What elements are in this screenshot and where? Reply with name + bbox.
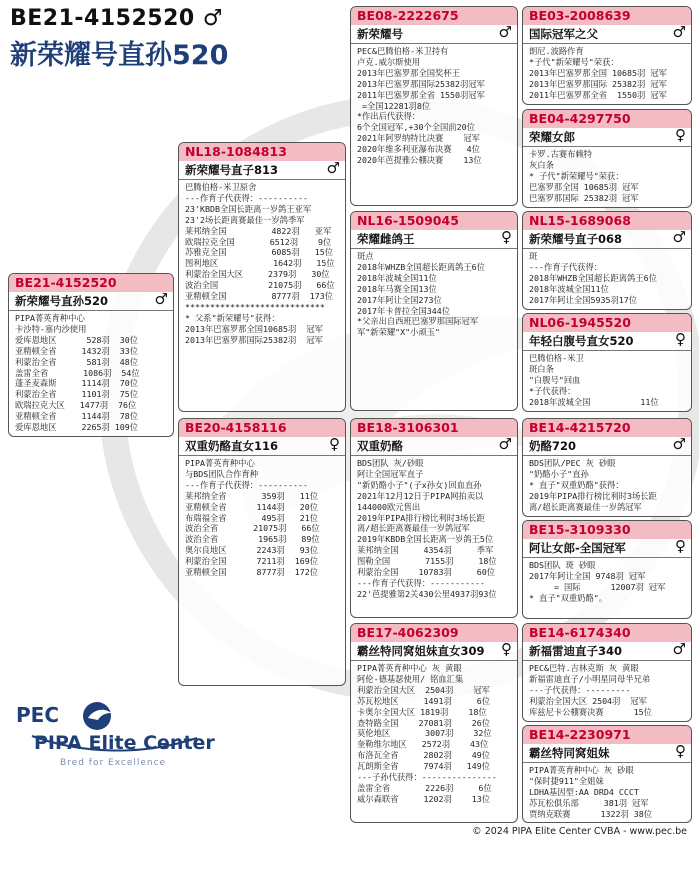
- card-body: PIPA菁英育种中心 卡沙特-塞内沙使用 爱库恩地区 528羽 30位 亚精顿全省 1432羽 33位 利蒙治全省 581羽 48位 盖雷全省 1086羽 54位 蓬圣麦森斯 1114羽 70位 利蒙治全省 1101羽 75位 欧瑞拉克大区 1477羽 76位 亚精顿全省 1144羽 78位 爱库恩地区 2265羽 109位: [15, 313, 140, 433]
- card-ring: NL16-1509045: [351, 212, 517, 230]
- card-ring: BE08-2222675: [351, 7, 517, 25]
- female-icon: ♀: [675, 330, 686, 348]
- card-title: 新荣耀号直子068: [523, 230, 691, 249]
- card-body: 巴腾伯格-米卫原舍 ---作育子代获得：---------- 23'KBDB全国长距离一岁鸽王亚军 23'2场长距离赛最佳一岁鸽季军 莱邦纳全国 4822羽 亚军 欧瑞拉克全国 6512羽 9位 苏雅克全国 6085羽 15位 图利地区 1642羽 15位 利蒙治全国大区 2379羽 30位 波治全国 21075羽 66位 亚精顿全国 8777羽 173位 **************************** * 父系"新荣耀号"获得： 2013年巴塞罗那全国10685羽 冠军 2013年巴塞罗那国际25382羽 冠军: [185, 182, 335, 345]
- female-icon: ♀: [501, 228, 512, 246]
- card-body: BDS团队/PEC 灰 砂眼 "奶酪小子"直孙 * 直子"双重奶酪"获得： 2019年PIPA排行榜比利时3场长距 离/超长距离赛最佳一岁鸽冠军: [529, 458, 657, 512]
- card-body: BDS团队 灰/砂眼 阿让全国冠军直子 "新奶酪小子"(子x孙女)回血直孙 2021年12月12日于PIPA网拍卖以 144000欧元售出 2019年PIPA排行榜比利时3场长距 离/超长距离赛最佳一岁鸽冠军 2019年KBDB全国长距离一岁鸽王5位 莱邦纳全国 4354羽 季军 图勒全国 7155羽 18位 利蒙治全国 10783羽 60位 ---作育子代获得：----------- 22'芭提雅第2关430公里4937羽93位: [357, 458, 497, 599]
- card-sdd: [522, 313, 692, 412]
- card-ring: NL18-1084813: [179, 143, 345, 161]
- female-icon: ♀: [675, 742, 686, 760]
- male-icon: ♂: [672, 435, 686, 453]
- card-ring: BE15-3109330: [523, 521, 691, 539]
- card-title: 霸丝特同窝姐妹直女309: [351, 642, 517, 661]
- male-icon: ♂: [498, 23, 512, 41]
- card-title: 年轻白腹号直女520: [523, 332, 691, 351]
- card-ring: BE21-4152520: [9, 274, 173, 292]
- pedigree-ring-number: BE21-4152520 ♂: [10, 6, 224, 31]
- card-body: PIPA菁英育种中心 灰 砂眼 "保时捷911"全姐妹 LDHA基因型:AA DRD4 CCCT 苏瓦松俱乐部 381羽 冠军 贾纳克联赛 1322羽 38位: [529, 765, 653, 819]
- card-ring: NL06-1945520: [523, 314, 691, 332]
- male-icon: ♂: [672, 640, 686, 658]
- card-body: PIPA菁英育种中心 灰 黄眼 阿伦-德基瑟使用/ 铭血汇集 利蒙治全国大区 2504羽 冠军 苏瓦松地区 1491羽 6位 卡奥尔全国大区 1819羽 18位 查特路全国 27081羽 26位 莫伦地区 3007羽 32位 奎勒维尔地区 2572羽 43位 布洛瓦全省 2802羽 49位 瓦朗斯全省 7974羽 149位 ---子孙代获得：--------------- 盖雷全省 2226羽 6位 威尔森联省 1202羽 13位: [357, 663, 497, 804]
- card-title: 双重奶酪: [351, 437, 517, 456]
- card-body: 斑点 2018年WHZB全国超长距离鸽王6位 2018年波城全国11位 2018年马赛全国13位 2017年阿让全国273位 2017年卡普拉全国344位 *父亲出自西班巴塞罗那国际冠军 军"新荣耀"X"小顽玉": [357, 251, 485, 338]
- card-title: 奶酪720: [523, 437, 691, 456]
- card-body: 卡罗.古赛布赖特 灰白条 * 子代"新荣耀号"荣获： 巴塞罗那全国 10685羽 冠军 巴塞罗那国际 25382羽 冠军: [529, 149, 639, 203]
- card-sire: [178, 142, 346, 412]
- card-title: 新荣耀号: [351, 25, 517, 44]
- card-body: 巴腾伯格-米卫 斑白条 "白腹号"回血 *子代获得： 2018年波城全国 11位: [529, 353, 659, 407]
- card-ring: BE18-3106301: [351, 419, 517, 437]
- card-title: 新荣耀号直子813: [179, 161, 345, 180]
- card-sire-sire: [350, 6, 518, 206]
- card-sds: [522, 211, 692, 310]
- male-icon: ♂: [498, 435, 512, 453]
- female-icon: ♀: [501, 640, 512, 658]
- pec-logo-text: PEC: [16, 703, 59, 727]
- card-title: 新福雷迪直子340: [523, 642, 691, 661]
- male-icon: ♂: [672, 228, 686, 246]
- card-title: 荣耀女郎: [523, 128, 691, 147]
- card-ring: BE20-4158116: [179, 419, 345, 437]
- card-dss: [522, 418, 692, 517]
- card-ring: BE03-2008639: [523, 7, 691, 25]
- female-icon: ♀: [675, 537, 686, 555]
- card-sire-dam: [350, 211, 518, 411]
- card-sss: [522, 6, 692, 105]
- male-icon: ♂: [672, 23, 686, 41]
- pedigree-name: 新荣耀号直孙520: [10, 40, 229, 71]
- card-title: 阿让女郎-全国冠军: [523, 539, 691, 558]
- card-ddd: [522, 725, 692, 823]
- card-title: 霸丝特同窝姐妹: [523, 744, 691, 763]
- card-dsd: [522, 520, 692, 619]
- male-icon: ♂: [326, 159, 340, 177]
- female-icon: ♀: [675, 126, 686, 144]
- card-body: PEC&巴特.吉林克斯 灰 黄眼 新福雷迪直子/小明星同母半兄弟 ---子代获得：--------- 利蒙治全国大区 2504羽 冠军 库兹尼卡公棚赛决赛 15位: [529, 663, 652, 717]
- card-dds: [522, 623, 692, 722]
- copyright: © 2024 PIPA Elite Center CVBA - www.pec.be: [472, 826, 687, 837]
- card-body: 朗尼.波路作育 *子代"新荣耀号"荣获： 2013年巴塞罗那全国 10685羽 冠军 2013年巴塞罗那国际 25382羽 冠军 2011年巴塞罗那全省 1550羽 冠军: [529, 46, 667, 100]
- female-icon: ♀: [329, 435, 340, 453]
- card-body: PEC&巴腾伯格-米卫持有 卢克.威尔斯使用 2013年巴塞罗那全国奖杯王 2013年巴塞罗那国际25382羽冠军 2011年巴塞罗那全省 1550羽冠军 =全国12281羽8位 *作出后代获得： 6个全国冠军,+30个全国前20位 2021年阿罗纳特比决赛 冠军 2020年维多利亚瀑布决赛 4位 2020年芭提雅公棚决赛 13位: [357, 46, 485, 166]
- card-ring: BE14-6174340: [523, 624, 691, 642]
- card-body: PIPA菁英育种中心 与BDS团队合作育种 ---作育子代获得：---------- 莱邦纳全省 359羽 11位 亚精顿全省 1144羽 20位 布瑞福全省 495羽 21位 波治全省 21075羽 66位 波治全省 1965羽 89位 奥尔良地区 2243羽 93位 利蒙治全国 7211羽 169位 亚精顿全国 8777羽 172位: [185, 458, 320, 578]
- card-ring: BE14-4215720: [523, 419, 691, 437]
- tagline: Bred for Excellence: [60, 758, 167, 768]
- card-ring: NL15-1689068: [523, 212, 691, 230]
- card-subject: [8, 273, 174, 437]
- card-ring: BE17-4062309: [351, 624, 517, 642]
- card-title: 荣耀雌鸽王: [351, 230, 517, 249]
- card-title: 新荣耀号直孙520: [9, 292, 173, 311]
- card-dam-dam: [350, 623, 518, 823]
- card-dam-sire: [350, 418, 518, 618]
- card-title: 国际冠军之父: [523, 25, 691, 44]
- card-body: BDS团队 斑 砂眼 2017年阿让全国 9748羽 冠军 = 国际 12007羽 冠军 * 直子"双重奶酪"。: [529, 560, 666, 603]
- card-body: 斑 ---作育子代获得： 2018年WHZB全国超长距离鸽王6位 2018年波城全国11位 2017年阿让全国5935羽17位: [529, 251, 657, 305]
- male-icon: ♂: [154, 290, 168, 308]
- card-ring: BE04-4297750: [523, 110, 691, 128]
- card-ring: BE14-2230971: [523, 726, 691, 744]
- card-dam: [178, 418, 346, 686]
- pipa-elite-center-text: PIPA Elite Center: [34, 732, 215, 754]
- card-ssd: [522, 109, 692, 208]
- card-title: 双重奶酪直女116: [179, 437, 345, 456]
